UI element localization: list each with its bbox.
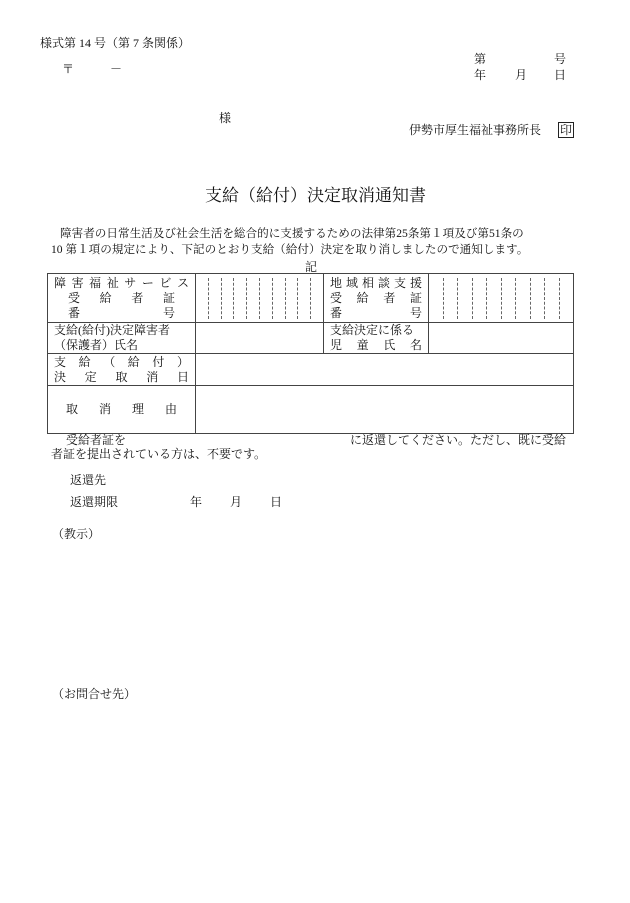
body-line-2: 10 第１項の規定により、下記のとおり支給（給付）決定を取り消しましたので通知します。 (51, 243, 529, 256)
addressee-suffix: 様 (219, 111, 232, 125)
label-line: 取 消 理 由 (66, 402, 177, 416)
document-title: 支給（給付）決定取消通知書 (205, 186, 426, 205)
recipient-name-field[interactable] (196, 323, 324, 354)
community-cert-number-field[interactable] (429, 274, 574, 323)
label-line: 障害福祉サービス (54, 275, 189, 290)
postal-mark: 〒 (62, 62, 75, 76)
doc-number-prefix: 第 (474, 52, 487, 66)
ki-label: 記 (305, 260, 318, 274)
date-year: 年 (474, 68, 487, 82)
child-name-label (324, 323, 429, 354)
date-month: 月 (515, 68, 528, 82)
recipient-cert-number-field[interactable] (196, 274, 324, 323)
return-line-2: 者証を提出されている方は、不要です。 (51, 447, 267, 461)
recipient-name-label (48, 323, 196, 354)
contact-heading: （お問合せ先） (52, 687, 137, 701)
cancel-date-label (48, 354, 196, 386)
sender-name: 伊勢市厚生福祉事務所長 (409, 123, 542, 137)
form-number: 様式第 14 号（第 7 条関係） (40, 36, 191, 50)
child-name-field[interactable] (429, 323, 574, 354)
community-cert-label (324, 274, 429, 323)
recipient-cert-label (48, 274, 196, 323)
label-line: 支給（給付） (54, 354, 189, 369)
notice-heading: （教示） (52, 527, 101, 541)
label-line: 支給(給付)決定障害者 (54, 323, 170, 337)
label-line: 地域相談支援 (330, 275, 422, 290)
label-line: 番 号 (68, 305, 175, 320)
label-line: 受 給 者 証 (330, 290, 422, 305)
postal-dash: － (110, 62, 123, 76)
body-line-1: 障害者の日常生活及び社会生活を総合的に支援するための法律第25条第１項及び第51条の (60, 227, 524, 240)
label-line: 児 童 氏 名 (330, 338, 422, 352)
label-line: （保護者）氏名 (54, 338, 139, 352)
cancel-reason-label (48, 386, 196, 434)
return-line-1a: 受給者証を (66, 433, 127, 447)
label-line: 支給決定に係る (330, 323, 415, 337)
label-line: 決定取消日 (54, 369, 189, 384)
cancel-reason-field[interactable] (196, 386, 574, 434)
return-deadline-label: 返還期限 (70, 495, 119, 509)
deadline-month: 月 (230, 495, 243, 509)
cancel-date-field[interactable] (196, 354, 574, 386)
return-line-1b: に返還してください。ただし、既に受給 (350, 433, 567, 447)
deadline-day: 日 (270, 495, 283, 509)
deadline-year: 年 (190, 495, 203, 509)
doc-number-suffix: 号 (554, 52, 567, 66)
label-line: 受 給 者 証 (68, 290, 175, 305)
date-day: 日 (554, 68, 567, 82)
label-line: 番 号 (330, 305, 422, 320)
info-table (47, 273, 574, 434)
seal-mark: 印 (560, 123, 573, 137)
return-to-label: 返還先 (70, 473, 107, 487)
